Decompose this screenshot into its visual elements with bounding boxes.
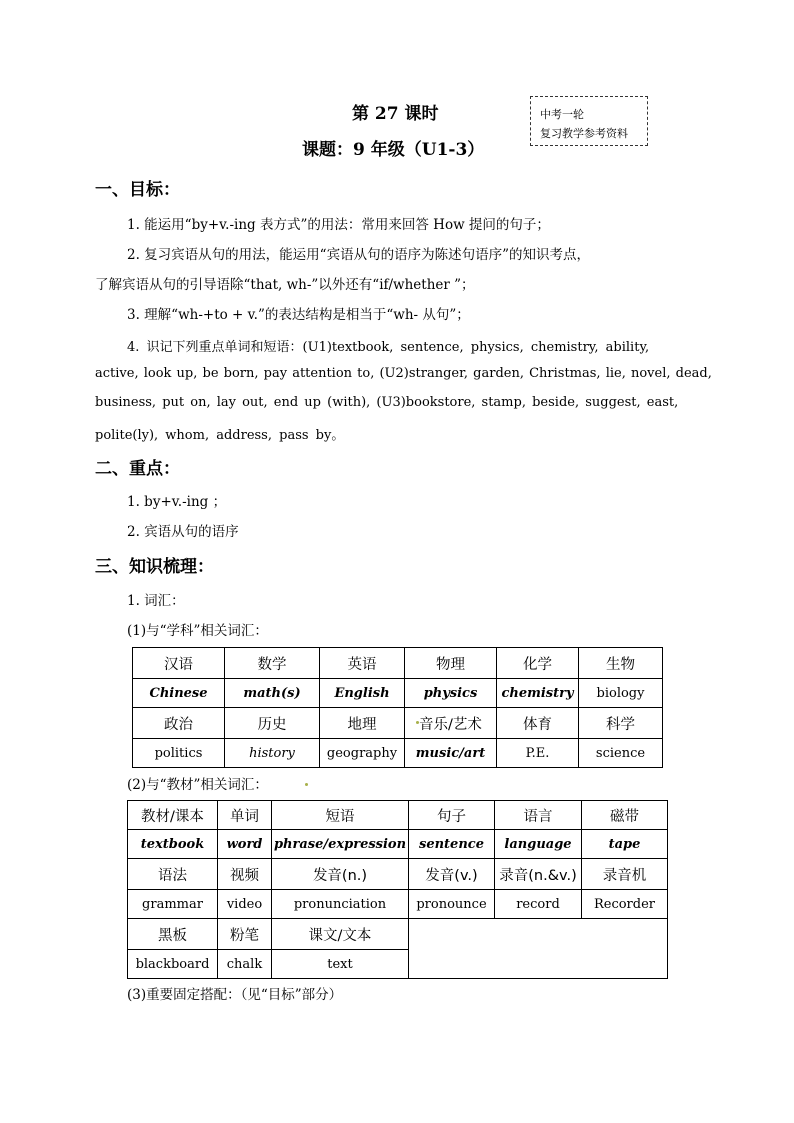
table-cell: text bbox=[272, 950, 409, 979]
table-cell: 录音(n.&v.) bbox=[495, 859, 582, 890]
table-cell: 发音(n.) bbox=[272, 859, 409, 890]
table-cell: 科学 bbox=[579, 708, 663, 739]
table-row bbox=[128, 890, 668, 919]
table-cell: 政治 bbox=[133, 708, 225, 739]
table-cell: politics bbox=[133, 739, 225, 768]
vocab-label: 1. 词汇： bbox=[127, 593, 185, 609]
table-cell: music/art bbox=[405, 739, 497, 768]
goal-item-2-line2: 了解宾语从句的引导语除“that, wh-”以外还有“if/whether ”； bbox=[95, 277, 475, 293]
key-point-1: 1. by+v.-ing ； bbox=[127, 494, 227, 510]
table-cell: language bbox=[495, 830, 582, 859]
table-cell: 数学 bbox=[225, 648, 320, 679]
table-cell: 地理 bbox=[320, 708, 405, 739]
empty-cell bbox=[409, 919, 668, 979]
table-row bbox=[133, 739, 663, 768]
table-cell: tape bbox=[582, 830, 668, 859]
table-cell: 物理 bbox=[405, 648, 497, 679]
table-cell: 历史 bbox=[225, 708, 320, 739]
key-points-heading: 二、重点： bbox=[95, 459, 180, 479]
lesson-title: 第 27 课时 bbox=[352, 104, 439, 124]
fixed-phrases-label: (3)重要固定搭配：（见“目标”部分） bbox=[127, 987, 343, 1003]
table-cell: 单词 bbox=[218, 801, 272, 830]
topic-title: 课题：9 年级（U1-3） bbox=[302, 140, 485, 160]
table-cell: 粉笔 bbox=[218, 919, 272, 950]
key-point-2: 2. 宾语从句的语序 bbox=[127, 524, 239, 540]
table-cell: pronounce bbox=[409, 890, 495, 919]
goal-item-4-line2: active, look up, be born, pay attention to, (U2)stranger, garden, Christmas, lie, novel, dead, bbox=[95, 366, 712, 381]
table-cell: textbook bbox=[128, 830, 218, 859]
table-cell: 体育 bbox=[497, 708, 579, 739]
table-cell: video bbox=[218, 890, 272, 919]
table-cell: pronunciation bbox=[272, 890, 409, 919]
textbook-vocab-label: (2)与“教材”相关词汇： bbox=[127, 777, 268, 793]
table-cell: Chinese bbox=[133, 679, 225, 708]
reference-stamp bbox=[530, 96, 648, 146]
table-cell: 发音(v.) bbox=[409, 859, 495, 890]
stray-dot bbox=[305, 783, 308, 786]
goal-item-4-line1: 4. 识记下列重点单词和短语：(U1)textbook, sentence, physics, chemistry, ability, bbox=[127, 340, 650, 355]
table-cell: 黑板 bbox=[128, 919, 218, 950]
table-cell: 语言 bbox=[495, 801, 582, 830]
table-row bbox=[128, 859, 668, 890]
table-cell: 课文/文本 bbox=[272, 919, 409, 950]
textbook-vocab-table bbox=[127, 800, 668, 979]
table-row bbox=[133, 679, 663, 708]
stamp-line2: 复习教学参考资料 bbox=[540, 127, 628, 140]
table-cell: biology bbox=[579, 679, 663, 708]
table-cell: sentence bbox=[409, 830, 495, 859]
table-cell: chalk bbox=[218, 950, 272, 979]
table-cell: 短语 bbox=[272, 801, 409, 830]
table-cell: chemistry bbox=[497, 679, 579, 708]
table-cell: record bbox=[495, 890, 582, 919]
goal-item-4-line4: polite(ly), whom, address, pass by。 bbox=[95, 428, 345, 443]
goal-item-4-line3: business, put on, lay out, end up (with), (U3)bookstore, stamp, beside, suggest, east, bbox=[95, 395, 679, 410]
table-cell: English bbox=[320, 679, 405, 708]
goal-item-2-line1: 2. 复习宾语从句的用法，能运用“宾语从句的语序为陈述句语序”的知识考点， bbox=[127, 247, 590, 263]
table-cell: 磁带 bbox=[582, 801, 668, 830]
table-cell: 教材/课本 bbox=[128, 801, 218, 830]
table-cell: 视频 bbox=[218, 859, 272, 890]
table-cell: blackboard bbox=[128, 950, 218, 979]
table-row bbox=[133, 648, 663, 679]
knowledge-heading: 三、知识梳理： bbox=[95, 557, 214, 577]
subject-vocab-table bbox=[132, 647, 663, 768]
goals-heading: 一、目标： bbox=[95, 180, 180, 200]
table-cell: 录音机 bbox=[582, 859, 668, 890]
table-row bbox=[128, 919, 668, 950]
table-cell: grammar bbox=[128, 890, 218, 919]
table-cell: geography bbox=[320, 739, 405, 768]
table-row bbox=[128, 830, 668, 859]
table-cell: 生物 bbox=[579, 648, 663, 679]
table-row bbox=[133, 708, 663, 739]
table-cell: Recorder bbox=[582, 890, 668, 919]
goal-item-3: 3. 理解“wh-+to + v.”的表达结构是相当于“wh- 从句”； bbox=[127, 307, 470, 323]
table-cell: physics bbox=[405, 679, 497, 708]
table-cell: 句子 bbox=[409, 801, 495, 830]
stamp-line1: 中考一轮 bbox=[540, 108, 584, 121]
goal-item-1: 1. 能运用“by+v.-ing 表方式”的用法：常用来回答 How 提问的句子； bbox=[127, 217, 550, 233]
table-cell: word bbox=[218, 830, 272, 859]
table-cell: 化学 bbox=[497, 648, 579, 679]
stray-dot bbox=[416, 721, 419, 724]
subject-vocab-label: (1)与“学科”相关词汇： bbox=[127, 623, 268, 639]
table-cell: history bbox=[225, 739, 320, 768]
table-row bbox=[128, 801, 668, 830]
table-cell: science bbox=[579, 739, 663, 768]
table-cell: math(s) bbox=[225, 679, 320, 708]
table-cell: 音乐/艺术 bbox=[405, 708, 497, 739]
table-cell: 英语 bbox=[320, 648, 405, 679]
table-cell: phrase/expression bbox=[272, 830, 409, 859]
table-cell: 语法 bbox=[128, 859, 218, 890]
table-cell: P.E. bbox=[497, 739, 579, 768]
table-cell: 汉语 bbox=[133, 648, 225, 679]
